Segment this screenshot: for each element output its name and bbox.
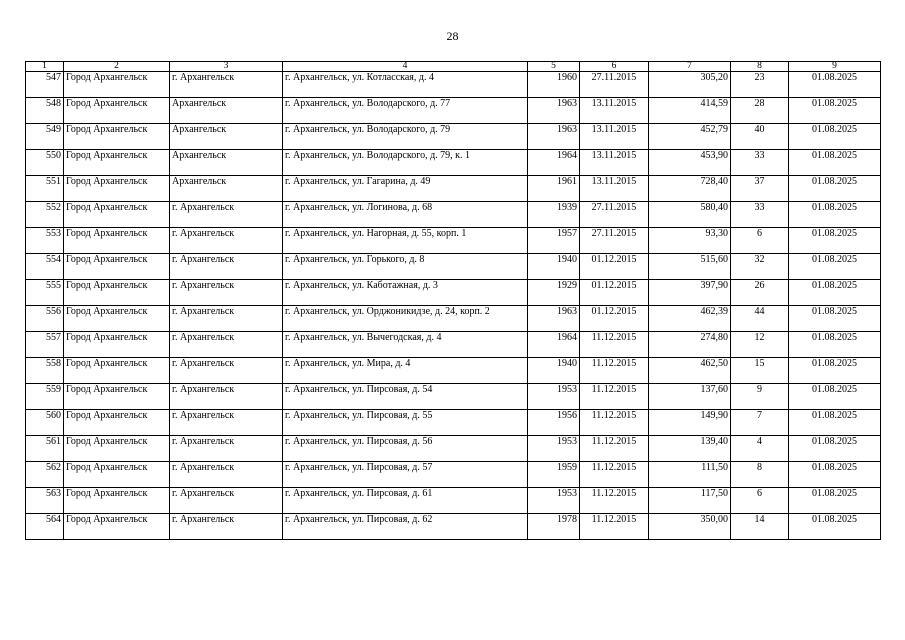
year-cell: 1957 [528,228,580,254]
municipality-cell: Город Архангельск [64,228,170,254]
settlement-cell: г. Архангельск [170,462,283,488]
area-cell: 305,20 [649,72,731,98]
deadline-cell: 01.08.2025 [789,332,881,358]
row-number-cell: 548 [26,98,64,124]
year-cell: 1964 [528,150,580,176]
address-cell: г. Архангельск, ул. Котласская, д. 4 [283,72,528,98]
settlement-cell: г. Архангельск [170,202,283,228]
table-row [26,228,881,254]
deadline-cell: 01.08.2025 [789,254,881,280]
deadline-cell: 01.08.2025 [789,280,881,306]
row-number-cell: 558 [26,358,64,384]
year-cell: 1956 [528,410,580,436]
table-row [26,72,881,98]
settlement-cell: г. Архангельск [170,358,283,384]
address-cell: г. Архангельск, ул. Горького, д. 8 [283,254,528,280]
municipality-cell: Город Архангельск [64,358,170,384]
row-number-cell: 547 [26,72,64,98]
settlement-cell: Архангельск [170,150,283,176]
date-cell: 11.12.2015 [580,410,649,436]
area-cell: 139,40 [649,436,731,462]
municipality-cell: Город Архангельск [64,202,170,228]
deadline-cell: 01.08.2025 [789,124,881,150]
year-cell: 1953 [528,384,580,410]
settlement-cell: г. Архангельск [170,514,283,540]
row-number-cell: 562 [26,462,64,488]
settlement-cell: г. Архангельск [170,306,283,332]
row-number-cell: 550 [26,150,64,176]
row-number-cell: 549 [26,124,64,150]
column-header: 6 [580,62,649,72]
area-cell: 462,50 [649,358,731,384]
municipality-cell: Город Архангельск [64,306,170,332]
municipality-cell: Город Архангельск [64,410,170,436]
count-cell: 33 [731,150,789,176]
table-row [26,488,881,514]
column-header: 8 [731,62,789,72]
municipality-cell: Город Архангельск [64,332,170,358]
area-cell: 350,00 [649,514,731,540]
table-row [26,150,881,176]
deadline-cell: 01.08.2025 [789,436,881,462]
table-row [26,202,881,228]
page-number: 28 [446,29,459,43]
year-cell: 1963 [528,124,580,150]
date-cell: 27.11.2015 [580,202,649,228]
municipality-cell: Город Архангельск [64,254,170,280]
count-cell: 4 [731,436,789,462]
date-cell: 13.11.2015 [580,150,649,176]
municipality-cell: Город Архангельск [64,436,170,462]
area-cell: 515,60 [649,254,731,280]
date-cell: 11.12.2015 [580,462,649,488]
address-cell: г. Архангельск, ул. Пирсовая, д. 54 [283,384,528,410]
table-row [26,98,881,124]
settlement-cell: Архангельск [170,176,283,202]
deadline-cell: 01.08.2025 [789,410,881,436]
address-cell: г. Архангельск, ул. Пирсовая, д. 57 [283,462,528,488]
table-row [26,306,881,332]
address-cell: г. Архангельск, ул. Каботажная, д. 3 [283,280,528,306]
address-cell: г. Архангельск, ул. Пирсовая, д. 55 [283,410,528,436]
count-cell: 44 [731,306,789,332]
year-cell: 1959 [528,462,580,488]
year-cell: 1963 [528,98,580,124]
address-cell: г. Архангельск, ул. Володарского, д. 79, к. 1 [283,150,528,176]
count-cell: 33 [731,202,789,228]
date-cell: 13.11.2015 [580,124,649,150]
area-cell: 137,60 [649,384,731,410]
settlement-cell: г. Архангельск [170,254,283,280]
column-header: 9 [789,62,881,72]
area-cell: 580,40 [649,202,731,228]
deadline-cell: 01.08.2025 [789,228,881,254]
area-cell: 728,40 [649,176,731,202]
area-cell: 149,90 [649,410,731,436]
date-cell: 11.12.2015 [580,358,649,384]
deadline-cell: 01.08.2025 [789,72,881,98]
deadline-cell: 01.08.2025 [789,358,881,384]
deadline-cell: 01.08.2025 [789,514,881,540]
count-cell: 8 [731,462,789,488]
area-cell: 452,79 [649,124,731,150]
area-cell: 453,90 [649,150,731,176]
row-number-cell: 552 [26,202,64,228]
settlement-cell: г. Архангельск [170,384,283,410]
column-header: 3 [170,62,283,72]
column-header: 5 [528,62,580,72]
deadline-cell: 01.08.2025 [789,306,881,332]
row-number-cell: 556 [26,306,64,332]
municipality-cell: Город Архангельск [64,176,170,202]
year-cell: 1953 [528,436,580,462]
deadline-cell: 01.08.2025 [789,462,881,488]
count-cell: 23 [731,72,789,98]
settlement-cell: г. Архангельск [170,332,283,358]
deadline-cell: 01.08.2025 [789,150,881,176]
date-cell: 11.12.2015 [580,332,649,358]
year-cell: 1978 [528,514,580,540]
area-cell: 414,59 [649,98,731,124]
deadline-cell: 01.08.2025 [789,98,881,124]
row-number-cell: 557 [26,332,64,358]
settlement-cell: г. Архангельск [170,280,283,306]
table-row [26,332,881,358]
address-cell: г. Архангельск, ул. Орджоникидзе, д. 24, корп. 2 [283,306,528,332]
year-cell: 1961 [528,176,580,202]
column-header: 2 [64,62,170,72]
municipality-cell: Город Архангельск [64,514,170,540]
year-cell: 1939 [528,202,580,228]
municipality-cell: Город Архангельск [64,150,170,176]
date-cell: 13.11.2015 [580,176,649,202]
table-row [26,358,881,384]
deadline-cell: 01.08.2025 [789,488,881,514]
address-cell: г. Архангельск, ул. Володарского, д. 79 [283,124,528,150]
address-cell: г. Архангельск, ул. Мира, д. 4 [283,358,528,384]
row-number-cell: 561 [26,436,64,462]
address-cell: г. Архангельск, ул. Пирсовая, д. 61 [283,488,528,514]
row-number-cell: 563 [26,488,64,514]
date-cell: 01.12.2015 [580,280,649,306]
count-cell: 6 [731,488,789,514]
row-number-cell: 553 [26,228,64,254]
count-cell: 14 [731,514,789,540]
date-cell: 27.11.2015 [580,72,649,98]
column-header: 7 [649,62,731,72]
count-cell: 26 [731,280,789,306]
table-row [26,254,881,280]
row-number-cell: 554 [26,254,64,280]
municipality-cell: Город Архангельск [64,124,170,150]
municipality-cell: Город Архангельск [64,280,170,306]
registry-table [25,61,881,540]
settlement-cell: Архангельск [170,124,283,150]
settlement-cell: г. Архангельск [170,410,283,436]
settlement-cell: г. Архангельск [170,72,283,98]
settlement-cell: г. Архангельск [170,488,283,514]
deadline-cell: 01.08.2025 [789,202,881,228]
area-cell: 93,30 [649,228,731,254]
row-number-cell: 564 [26,514,64,540]
column-header: 4 [283,62,528,72]
year-cell: 1963 [528,306,580,332]
deadline-cell: 01.08.2025 [789,384,881,410]
row-number-cell: 551 [26,176,64,202]
count-cell: 12 [731,332,789,358]
address-cell: г. Архангельск, ул. Пирсовая, д. 62 [283,514,528,540]
year-cell: 1940 [528,254,580,280]
area-cell: 462,39 [649,306,731,332]
row-number-cell: 555 [26,280,64,306]
table-body [26,72,881,540]
count-cell: 15 [731,358,789,384]
table-row [26,462,881,488]
date-cell: 11.12.2015 [580,514,649,540]
year-cell: 1940 [528,358,580,384]
municipality-cell: Город Архангельск [64,72,170,98]
settlement-cell: Архангельск [170,98,283,124]
table-row [26,124,881,150]
address-cell: г. Архангельск, ул. Вычегодская, д. 4 [283,332,528,358]
municipality-cell: Город Архангельск [64,488,170,514]
table-row [26,436,881,462]
count-cell: 32 [731,254,789,280]
table-row [26,384,881,410]
date-cell: 27.11.2015 [580,228,649,254]
date-cell: 11.12.2015 [580,384,649,410]
address-cell: г. Архангельск, ул. Нагорная, д. 55, корп. 1 [283,228,528,254]
area-cell: 117,50 [649,488,731,514]
deadline-cell: 01.08.2025 [789,176,881,202]
table-row [26,514,881,540]
settlement-cell: г. Архангельск [170,436,283,462]
address-cell: г. Архангельск, ул. Логинова, д. 68 [283,202,528,228]
municipality-cell: Город Архангельск [64,98,170,124]
settlement-cell: г. Архангельск [170,228,283,254]
header-row [26,62,881,72]
count-cell: 40 [731,124,789,150]
date-cell: 13.11.2015 [580,98,649,124]
date-cell: 01.12.2015 [580,254,649,280]
date-cell: 11.12.2015 [580,488,649,514]
address-cell: г. Архангельск, ул. Володарского, д. 77 [283,98,528,124]
year-cell: 1964 [528,332,580,358]
municipality-cell: Город Архангельск [64,384,170,410]
year-cell: 1929 [528,280,580,306]
area-cell: 111,50 [649,462,731,488]
table-row [26,280,881,306]
address-cell: г. Архангельск, ул. Пирсовая, д. 56 [283,436,528,462]
year-cell: 1960 [528,72,580,98]
column-header: 1 [26,62,64,72]
count-cell: 28 [731,98,789,124]
date-cell: 11.12.2015 [580,436,649,462]
year-cell: 1953 [528,488,580,514]
row-number-cell: 560 [26,410,64,436]
municipality-cell: Город Архангельск [64,462,170,488]
area-cell: 274,80 [649,332,731,358]
count-cell: 6 [731,228,789,254]
table-row [26,176,881,202]
count-cell: 7 [731,410,789,436]
count-cell: 9 [731,384,789,410]
row-number-cell: 559 [26,384,64,410]
date-cell: 01.12.2015 [580,306,649,332]
count-cell: 37 [731,176,789,202]
table-row [26,410,881,436]
area-cell: 397,90 [649,280,731,306]
address-cell: г. Архангельск, ул. Гагарина, д. 49 [283,176,528,202]
